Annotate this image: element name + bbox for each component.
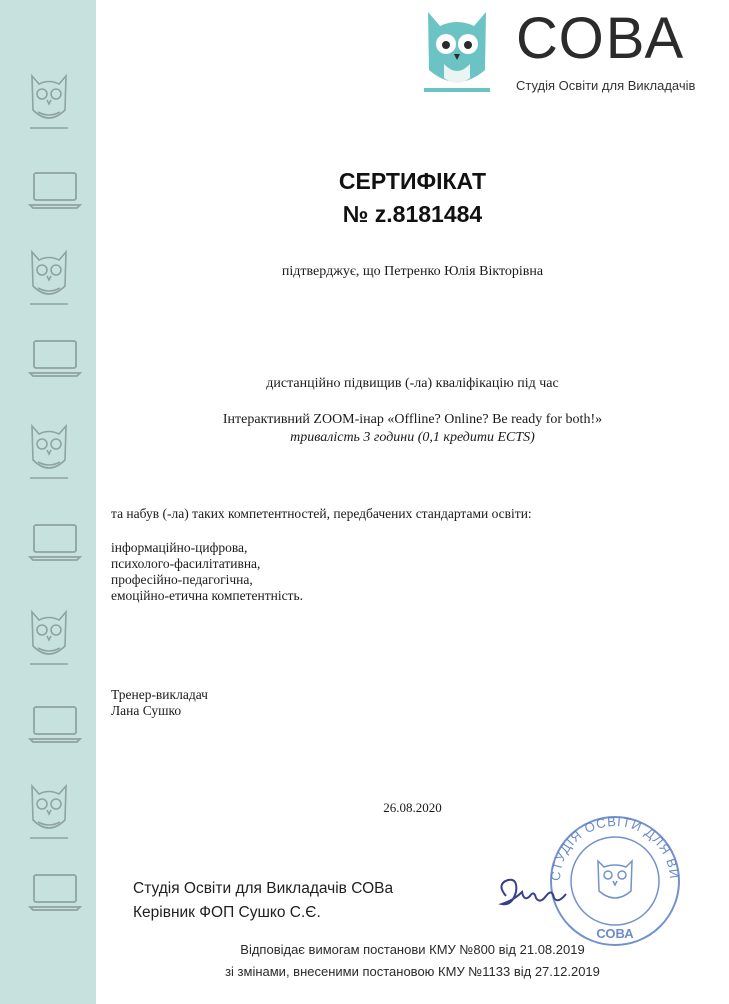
competence-item: емоційно-етична компетентність.: [111, 588, 303, 603]
brand-logo: [418, 6, 718, 100]
laptop-icon: [28, 704, 82, 744]
laptop-icon: [28, 170, 82, 210]
head-line: Керівник ФОП Сушко С.Є.: [133, 904, 321, 921]
owl-icon: [28, 246, 70, 308]
owl-icon: [28, 780, 70, 842]
owl-icon: [28, 606, 70, 668]
issue-date: 26.08.2020: [383, 800, 442, 815]
qualification-line: дистанційно підвищив (-ла) кваліфікацію під час: [266, 376, 559, 391]
competence-item: психолого-фасилітативна,: [111, 556, 261, 571]
side-decoration-band: [0, 0, 96, 1004]
legal-line-1: Відповідає вимогам постанови КМУ №800 від 21.08.2019: [240, 942, 585, 957]
competences-intro: та набув (-ла) таких компетентностей, передбачених стандартами освіти:: [111, 506, 532, 521]
competence-item: професійно-педагогічна,: [111, 572, 253, 587]
trainer-role: Тренер-викладач: [111, 687, 208, 702]
certificate-number: № z.8181484: [342, 201, 483, 227]
owl-icon: [28, 420, 70, 482]
laptop-icon: [28, 338, 82, 378]
laptop-icon: [28, 522, 82, 562]
owl-logo-icon: [422, 8, 492, 103]
brand-subtitle: Студія Освіти для Викладачів: [516, 78, 696, 93]
stamp-ring-text: СТУДІЯ ОСВІТИ ДЛЯ ВИ: [547, 815, 683, 882]
organization-line: Студія Освіти для Викладачів СОВа: [133, 880, 394, 897]
competence-item: інформаційно-цифрова,: [111, 540, 248, 555]
signature: [494, 870, 574, 925]
stamp-bottom-text: СОВА: [596, 926, 634, 941]
trainer-name: Лана Сушко: [111, 703, 182, 718]
owl-icon: [28, 70, 70, 132]
legal-line-2: зі змінами, внесеними постановою КМУ №1133 від 27.12.2019: [225, 964, 600, 979]
duration-line: тривалість 3 години (0,1 кредити ECTS): [290, 430, 535, 445]
laptop-icon: [28, 872, 82, 912]
confirm-line: підтверджує, що Петренко Юлія Вікторівна: [281, 264, 544, 279]
brand-name: СОВА: [516, 6, 686, 71]
event-line: Інтерактивний ZOOM-інар «Offline? Online? Be ready for both!»: [222, 412, 603, 427]
certificate-title: СЕРТИФІКАТ: [338, 168, 487, 194]
